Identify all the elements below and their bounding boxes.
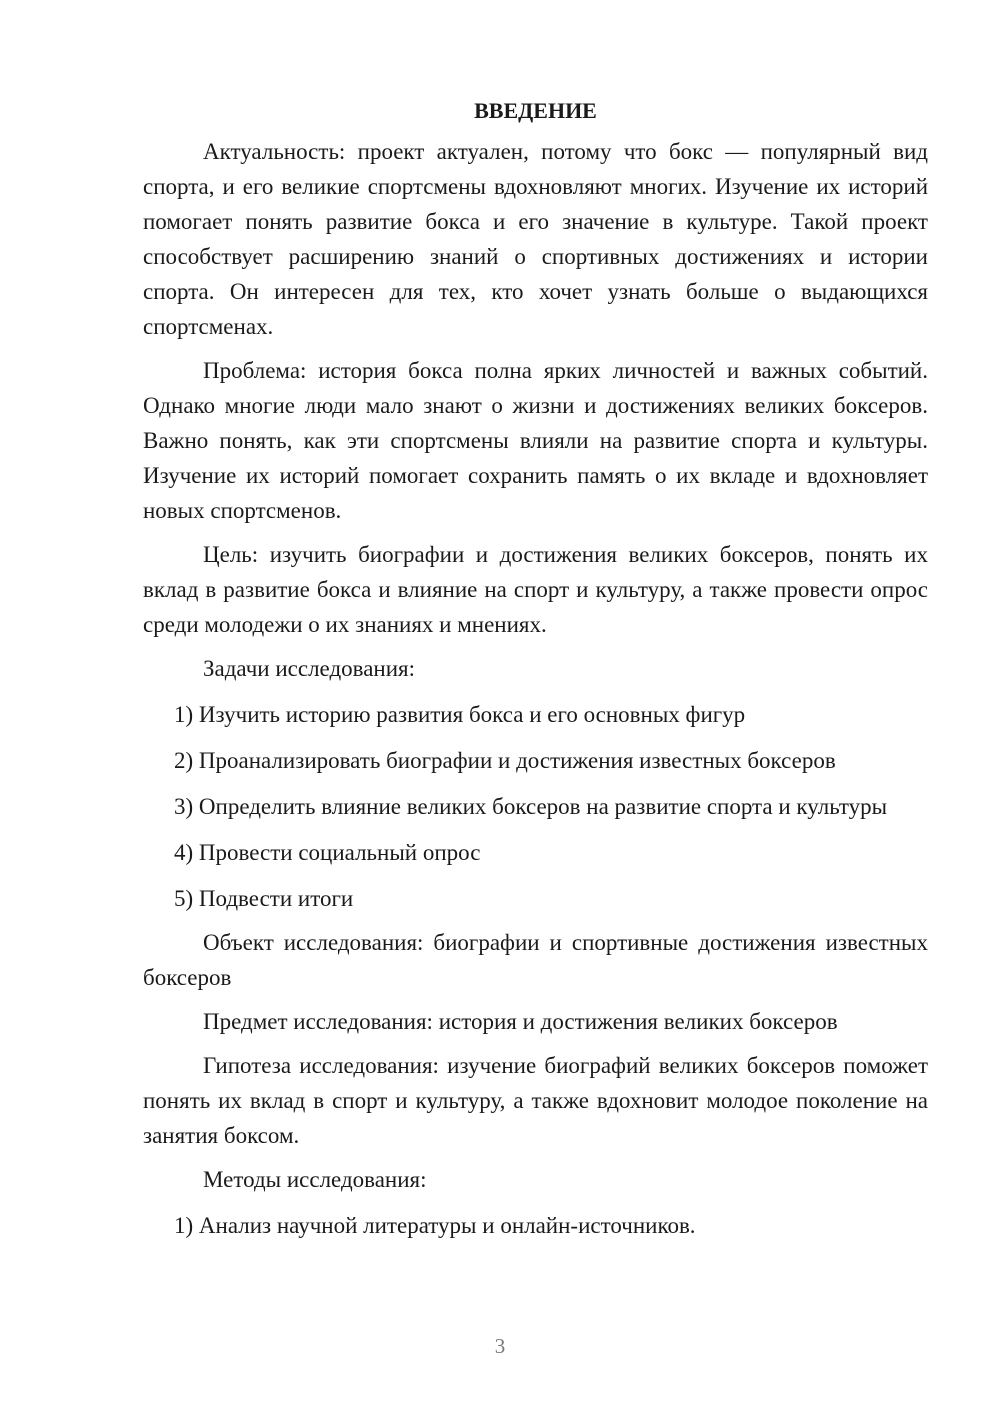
goal-paragraph: Цель: изучить биографии и достижения великих боксеров, понять их вклад в развитие бокса и влияние на спорт и культуру, а также провести опрос среди молодежи о их знаниях и мнениях.: [143, 542, 928, 637]
hypothesis-paragraph: Гипотеза исследования: изучение биографий великих боксеров поможет понять их вклад в спорт и культуру, а также вдохновит молодое поколение на занятия боксом.: [143, 1053, 928, 1148]
page-content: [143, 95, 928, 1243]
subject-paragraph: Предмет исследования: история и достижения великих боксеров: [203, 1009, 838, 1034]
tasks-heading: Задачи исследования:: [203, 656, 416, 681]
task-item: 3) Определить влияние великих боксеров на развитие спорта и культуры: [174, 794, 888, 819]
task-item: 4) Провести социальный опрос: [174, 840, 481, 865]
methods-heading: Методы исследования:: [203, 1167, 427, 1192]
relevance-paragraph: Актуальность: проект актуален, потому что бокс — популярный вид спорта, и его великие спортсмены вдохновляют многих. Изучение их историй помогает понять развитие бокса и его значение в культуре. Такой проект способствует расширению знаний о спортивных достижениях и истории спорта. Он интересен для тех, кто хочет узнать больше о выдающихся спортсменах.: [143, 139, 928, 339]
method-item: 1) Анализ научной литературы и онлайн-источников.: [174, 1213, 696, 1238]
problem-paragraph: Проблема: история бокса полна ярких личностей и важных событий. Однако многие люди мало знают о жизни и достижениях великих боксеров. Важно понять, как эти спортсмены влияли на развитие спорта и культуры. Изучение их историй помогает сохранить память о их вкладе и вдохновляет новых спортсменов.: [143, 358, 928, 523]
section-title: ВВЕДЕНИЕ: [474, 98, 597, 123]
task-item: 1) Изучить историю развития бокса и его основных фигур: [174, 702, 746, 727]
object-paragraph: Объект исследования: биографии и спортивные достижения известных боксеров: [143, 930, 928, 990]
page-number: 3: [494, 1334, 506, 1358]
task-item: 2) Проанализировать биографии и достижения известных боксеров: [174, 748, 836, 773]
task-item: 5) Подвести итоги: [174, 886, 354, 911]
